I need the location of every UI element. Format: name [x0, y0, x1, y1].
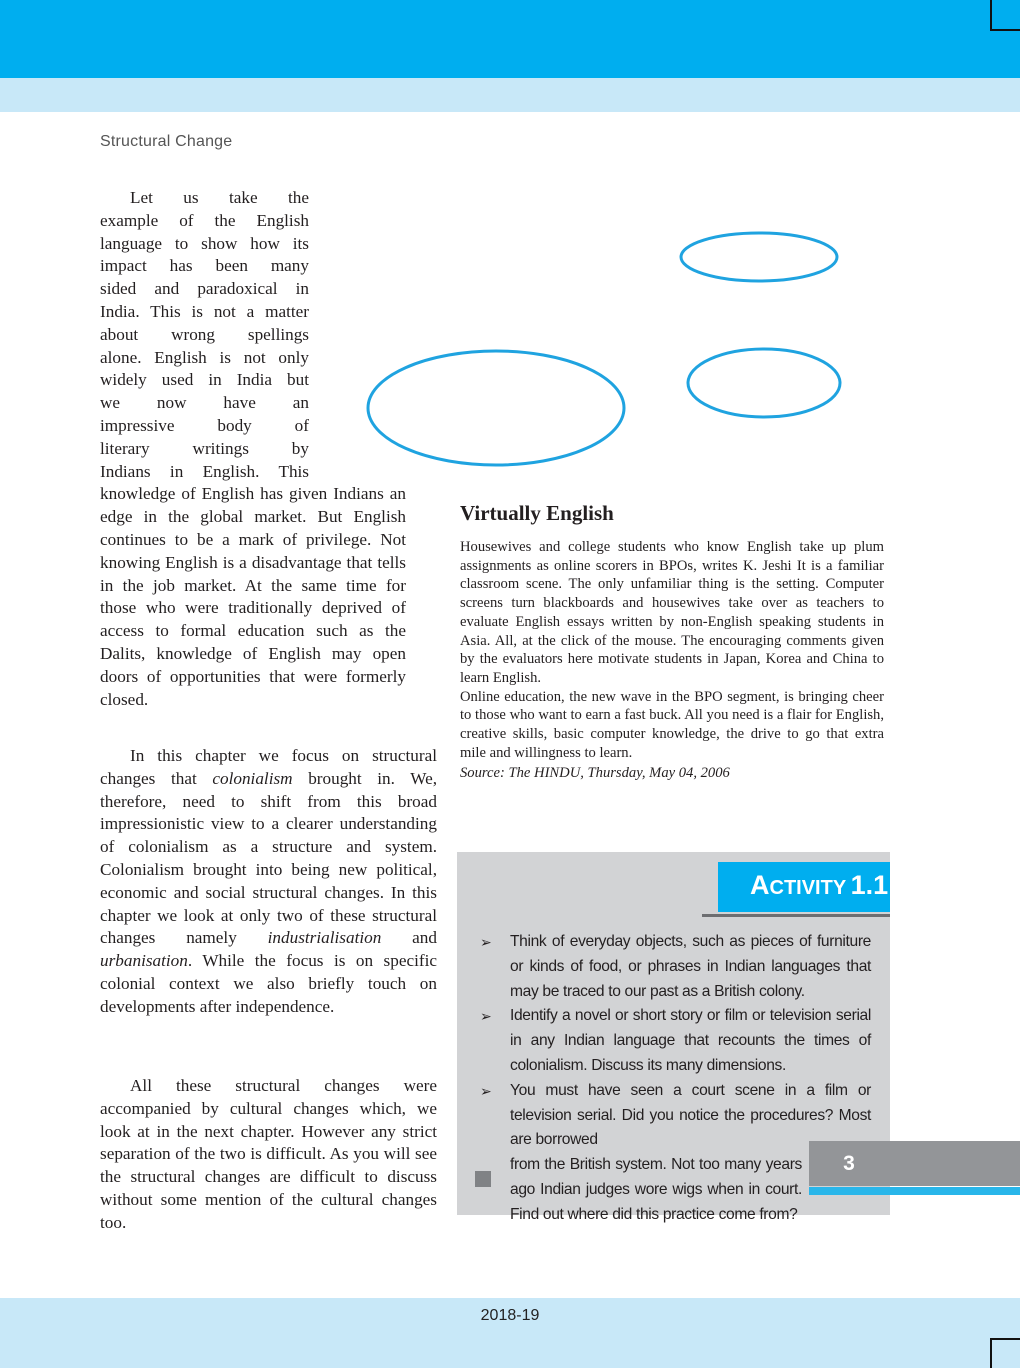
para1-line: widely used in India but: [100, 370, 309, 390]
para1-line: alone. English is not only: [100, 347, 309, 367]
ellipse-top-right: [681, 233, 837, 281]
ellipse-right: [688, 349, 840, 417]
para1-line: about wrong spellings: [100, 324, 309, 344]
article-source: Source: The HINDU, Thursday, May 04, 2006: [460, 765, 730, 782]
para1-line: we now have an: [100, 393, 309, 413]
para1-line: example of the English: [100, 210, 309, 230]
ellipse-graphics: [360, 225, 860, 475]
para1-line: language to show how its: [100, 233, 309, 253]
footer-year: 2018-19: [480, 1307, 540, 1324]
para1-line: sided and paradoxical in: [100, 279, 309, 299]
para1-line: Indians in English. This: [100, 461, 309, 481]
article-paragraph-1: Housewives and college students who know English take up plum assignments as online scorers in BPOs, writes K. Jeshi It is a familiar classroom scene. The only unfamiliar thing is the setting. Computer screens turn blackboards and housewives take over as teachers to evaluate English essays written by non-English speaking students in Asia. All, at the click of the mouse. The encouraging comments given by the evaluators here motivate students in Japan, Korea and China to learn English.: [460, 539, 884, 686]
ellipse-left: [368, 351, 624, 465]
header-band-light: [0, 78, 1020, 112]
running-head: Structural Change: [100, 133, 233, 150]
para1-line: impressive body of: [100, 415, 309, 435]
page-number: 3: [843, 1152, 855, 1175]
article-body: [460, 538, 884, 783]
activity-heading: ACTIVITY 1.1: [718, 862, 890, 912]
header-band: [0, 0, 1020, 78]
para1-narrow-block: [100, 187, 309, 483]
crop-mark-top: [990, 0, 1020, 31]
term-industrialisation: industrialisation: [267, 928, 382, 948]
arrow-bullet-icon: ➢: [480, 1082, 492, 1099]
term-urbanisation: urbanisation: [100, 951, 188, 971]
article-paragraph-2: Online education, the new wave in the BPO segment, is bringing cheer to those who want to earn a fast buck. All you need is a flair for English, creative skills, basic computer knowledge, the drive to go that extra mile and willingness to learn.: [460, 688, 884, 761]
arrow-bullet-icon: ➢: [480, 1008, 492, 1025]
para1-line: India. This is not a matter: [100, 301, 309, 321]
arrow-bullet-icon: ➢: [480, 934, 492, 950]
body-paragraph-2: In this chapter we focus on structural changes that colonialism brought in. We, therefore, need to shift from this broad impressionistic view to a clearer understanding of colonialism as a structure and system. Colonialism brought into being new political, economic and social structural changes. In this chapter we look at only two of these structural changes namely industrialisation and urbanisation. While the focus is on specific colonial context we also briefly touch on developments after independence.: [100, 746, 437, 1016]
article-title: Virtually English: [460, 501, 614, 525]
para1-line: Let us take the: [130, 188, 309, 207]
activity-item: ➢ Think of everyday objects, such as pieces of furniture or kinds of food, or phrases in Indian languages that may be traced to our past as a British colony.: [478, 930, 871, 1004]
body-paragraph-3: All these structural changes were accompanied by cultural changes which, we look at in the next chapter. However any strict separation of the two is difficult. As you will see the structural changes are difficult to discuss without some mention of the cultural changes too.: [100, 1076, 437, 1232]
activity-heading-rule: [702, 914, 890, 917]
para1-rest: knowledge of English has given Indians an edge in the global market. But English continues to be a mark of privilege. Not knowing English is a disadvantage that tells in the job market. At the same time for those who were traditionally deprived of access to formal education such as the Dalits, knowledge of English may open doors of opportunities that were formerly closed.: [100, 484, 406, 709]
square-marker-icon: [475, 1171, 491, 1187]
para1-line: literary writings by: [100, 438, 309, 458]
term-colonialism: colonialism: [212, 768, 293, 788]
crop-mark-bottom: [990, 1338, 1020, 1368]
activity-item: ➢ You must have seen a court scene in a film or television serial. Did you notice the procedures? Most are borrowed from the British system. Not too many years ago Indian judges wore wigs when in court. Find out where did this practice come from?: [478, 1079, 871, 1228]
activity-item: ➢ Identify a novel or short story or film or television serial in any Indian language that recounts the times of colonialism. Discuss its many dimensions.: [478, 1004, 871, 1078]
para1-line: impact has been many: [100, 256, 309, 276]
page-number-rule: [809, 1187, 1020, 1195]
